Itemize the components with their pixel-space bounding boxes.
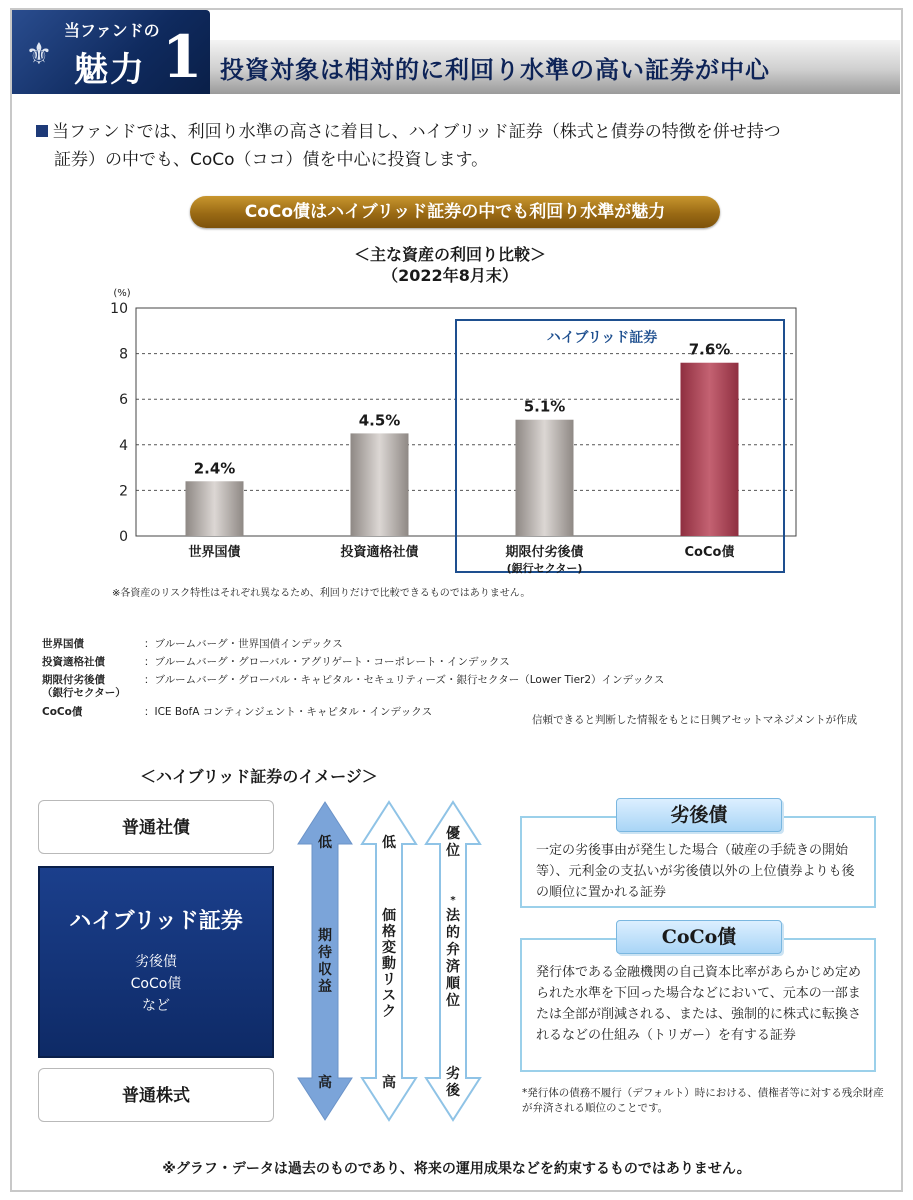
intro-line-1: 当ファンドでは、利回り水準の高さに着目し、ハイブリッド証券（株式と債券の特徴を併せ持つ	[52, 122, 781, 142]
ordinary-bond-box: 普通社債	[38, 800, 274, 854]
arrow2-top-label: 低	[382, 835, 396, 851]
legend-key: 期限付劣後債 （銀行セクター）	[42, 674, 126, 699]
disclaimer: ※グラフ・データは過去のものであり、将来の運用成果などを約束するものではありません。	[162, 1161, 751, 1177]
bar-value-label: 5.1%	[523, 397, 566, 416]
page-title: 投資対象は相対的に利回り水準の高い証券が中心	[220, 56, 770, 84]
legend-value: ：ブルームバーグ・世界国債インデックス	[144, 638, 343, 650]
legend-value: ：ICE BofA コンティンジェント・キャピタル・インデックス	[144, 706, 433, 718]
definition-text: 発行体である金融機関の自己資本比率があらかじめ定められた水準を下回った場合などにおいて、元本の一部または全部が削減される、または、強制的に株式に転換されるなどの仕組み（トリガー）を有する証券	[536, 965, 862, 1043]
hybrid-item: 劣後債	[135, 954, 177, 970]
intro-text	[36, 118, 886, 174]
chart-note: ※各資産のリスク特性はそれぞれ異なるため、利回りだけで比較できるものではありません。	[112, 588, 531, 599]
coco-bond-tag: CoCo債	[616, 920, 782, 954]
subordinated-bond-tag: 劣後債	[616, 798, 782, 832]
arrow1-top-label: 低	[318, 835, 332, 851]
legend-value: ：ブルームバーグ・グローバル・キャピタル・セキュリティーズ・銀行セクター（Lower Tier2）インデックス	[144, 674, 665, 686]
arrow3-bottom-label: 劣 後	[446, 1066, 460, 1099]
x-tick-label: 投資適格社債	[340, 545, 419, 560]
bar-value-label: 4.5%	[358, 411, 401, 430]
definition-text: 一定の劣後事由が発生した場合（破産の手続きの開始等）、元利金の支払いが劣後債以外の上位債券よりも後の順位に置かれる証券	[536, 843, 855, 900]
bar	[516, 420, 574, 536]
y-tick-label: 0	[119, 529, 128, 545]
y-tick-label: 10	[110, 301, 128, 317]
hybrid-items	[40, 951, 272, 1017]
highlight-pill: CoCo債はハイブリッド証券の中でも利回り水準が魅力	[190, 196, 720, 228]
legend-key: 世界国債	[42, 638, 84, 650]
bar	[681, 363, 739, 536]
bar	[351, 433, 409, 536]
bar	[186, 481, 244, 536]
intro-line-2: 証券）の中でも、CoCo（ココ）債を中心に投資します。	[54, 150, 489, 170]
bullet-square-icon	[36, 125, 48, 137]
y-tick-label: 8	[119, 346, 128, 363]
image-section-title: ＜ハイブリッド証券のイメージ＞	[140, 767, 378, 786]
badge-caption: 当ファンドの	[64, 21, 160, 40]
arrow3-asterisk: *	[450, 895, 456, 906]
legend-value: ：ブルームバーグ・グローバル・アグリゲート・コーポレート・インデックス	[144, 656, 510, 668]
hybrid-title: ハイブリッド証券	[69, 909, 243, 934]
arrow2-bottom-label: 高	[382, 1075, 396, 1091]
y-tick-label: 6	[119, 392, 128, 409]
coco-bond-definition	[520, 938, 876, 1072]
hybrid-group-label: ハイブリッド証券	[546, 330, 658, 346]
hybrid-item: など	[142, 998, 170, 1014]
badge-number: 1	[162, 23, 203, 91]
x-tick-sublabel: (銀行セクター)	[506, 562, 583, 575]
hybrid-securities-box	[38, 866, 274, 1058]
bar-value-label: 7.6%	[688, 340, 731, 359]
arrow2-mid-label: 価 格 変 動 リ ス ク	[382, 908, 396, 1020]
chart-title: ＜主な資産の利回り比較＞	[353, 245, 546, 264]
arrow3-mid-label: 法 的 弁 済 順 位	[446, 908, 460, 1009]
header-badge	[12, 10, 210, 94]
hybrid-item: CoCo債	[130, 976, 182, 992]
arrow1-mid-label: 期 待 収 益	[318, 928, 332, 995]
chart-subtitle: （2022年8月末）	[382, 266, 518, 285]
legend-key: CoCo債	[42, 706, 83, 718]
common-stock-box: 普通株式	[38, 1068, 274, 1122]
arrow3-top-label: 優 位	[446, 826, 460, 859]
chart-title-block	[300, 244, 600, 286]
legend-key: 投資適格社債	[42, 656, 105, 668]
footnote: *発行体の債務不履行（デフォルト）時における、債権者等に対する残余財産が弁済される順位のことです。	[522, 1087, 884, 1114]
yield-bar-chart	[80, 284, 820, 580]
bar-value-label: 2.4%	[193, 459, 236, 478]
x-tick-label: 世界国債	[188, 545, 241, 560]
source-credit: 信頼できると判断した情報をもとに日興アセットマネジメントが作成	[532, 714, 858, 726]
fleur-de-lis-icon: ⚜	[25, 37, 53, 72]
y-tick-label: 2	[119, 483, 128, 500]
x-tick-label: 期限付劣後債	[505, 545, 584, 560]
y-axis-unit: (%)	[113, 288, 131, 299]
x-tick-label: CoCo債	[684, 545, 735, 560]
badge-label: 魅力	[74, 50, 146, 90]
y-tick-label: 4	[119, 437, 128, 454]
arrow1-bottom-label: 高	[318, 1075, 332, 1091]
